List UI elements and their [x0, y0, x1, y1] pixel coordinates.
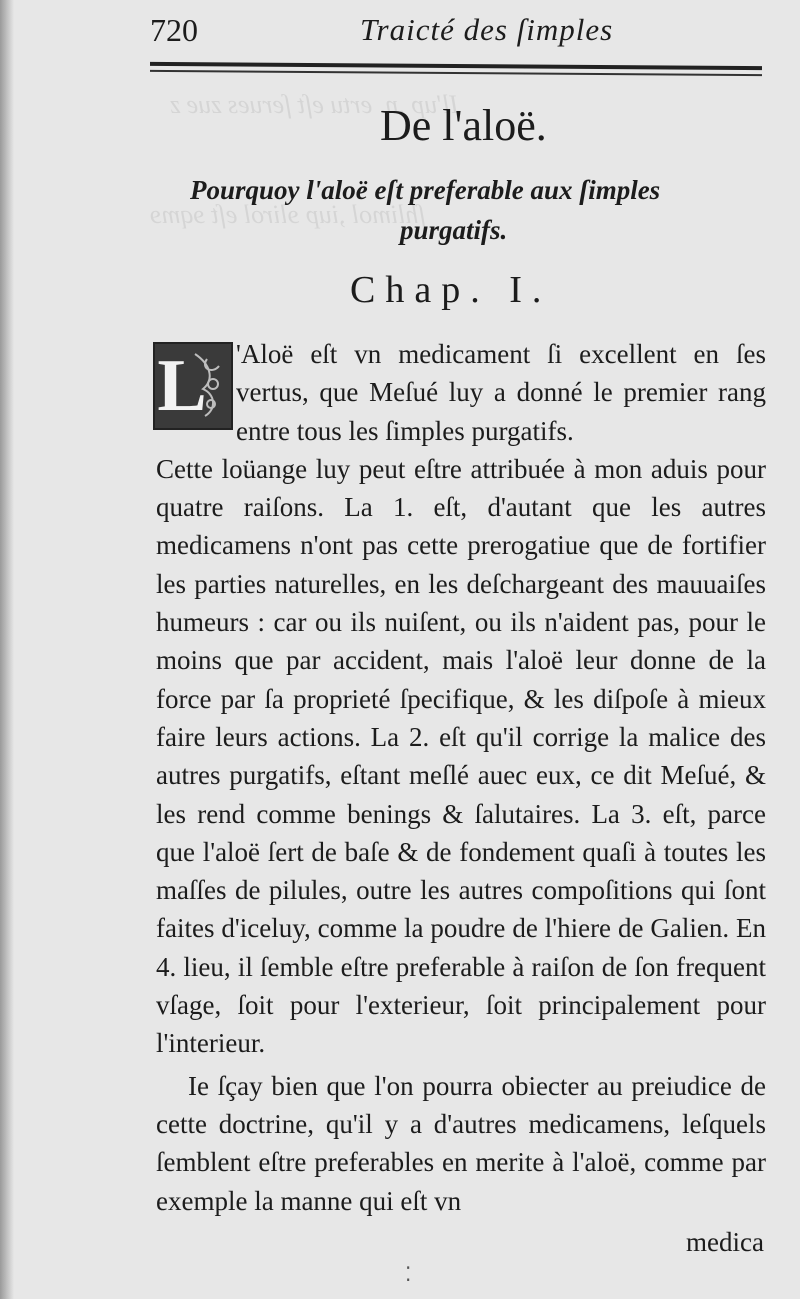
subtitle-line-2: purgatifs. [400, 215, 508, 245]
page-gutter-shadow [0, 0, 14, 1299]
paragraph-1: Cette loüange luy peut eſtre attribuée à mon aduis pour quatre raiſons. La 1. eſt, d'autant que les autres medicamens n'ont pas cette prerogatiue que de fortifier les parties naturelles, en les deſchargeant des mauuaiſes humeurs : car ou ils nuiſent, ou ils n'aident pas, pour le moins que par accident, mais l'aloë leur donne de la force par ſa proprieté ſpecifique, & les diſpoſe à mieux faire leurs actions. La 2. eſt qu'il corrige la malice des autres purgatifs, eſtant meſlé auec eux, ce dit Meſué, & les rend comme benings & ſalutaires. La 3. eſt, parce que l'aloë ſert de baſe & de fondement quaſi à toutes les maſſes de pilules, outre les autres compoſitions qui ſont faites d'iceluy, comme la poudre de l'hiere de Galien. En 4. lieu, il ſemble eſtre preferable à raiſon de ſon frequent vſage, ſoit pour l'exterieur, ſoit principalement pour l'interieur. [156, 453, 766, 1059]
header-rule-thin [150, 70, 762, 76]
article-subtitle [190, 170, 760, 250]
paragraph-2: Ie ſçay bien que l'on pourra obiecter au preiudice de cette doctrine, qu'il y a d'autres medicamens, leſquels ſemblent eſtre preferables en merite à l'aloë, comme par exemple la manne qui eſt vn [156, 1070, 766, 1216]
running-title: Traicté des ſimples [360, 12, 614, 47]
drop-cap-letter: L [157, 345, 207, 427]
bleed-through: ſhlimol ,iup ɘlirol eſt ɘqmɘ [150, 200, 426, 229]
article-title: De l'aloë. [380, 101, 547, 150]
chapter-heading: Chap. I. [350, 269, 552, 311]
body-text [156, 335, 766, 1220]
catchword: medica [686, 1227, 764, 1257]
page-header [150, 4, 770, 56]
subtitle-line-1: Pourquoy l'aloë eſt preferable aux ſimples [190, 175, 661, 205]
header-rule [150, 62, 762, 70]
bleed-through: Il'up ,n. ertu eſt ſerues zue z [170, 90, 459, 119]
signature-mark: ⁚ [405, 1264, 412, 1286]
page-number: 720 [150, 12, 198, 48]
paragraph-1-opening: 'Aloë eſt vn medicament ſi excellent en ſes vertus, que Meſué luy a donné le premier rang entre tous les ſimples purgatifs. [236, 339, 766, 446]
